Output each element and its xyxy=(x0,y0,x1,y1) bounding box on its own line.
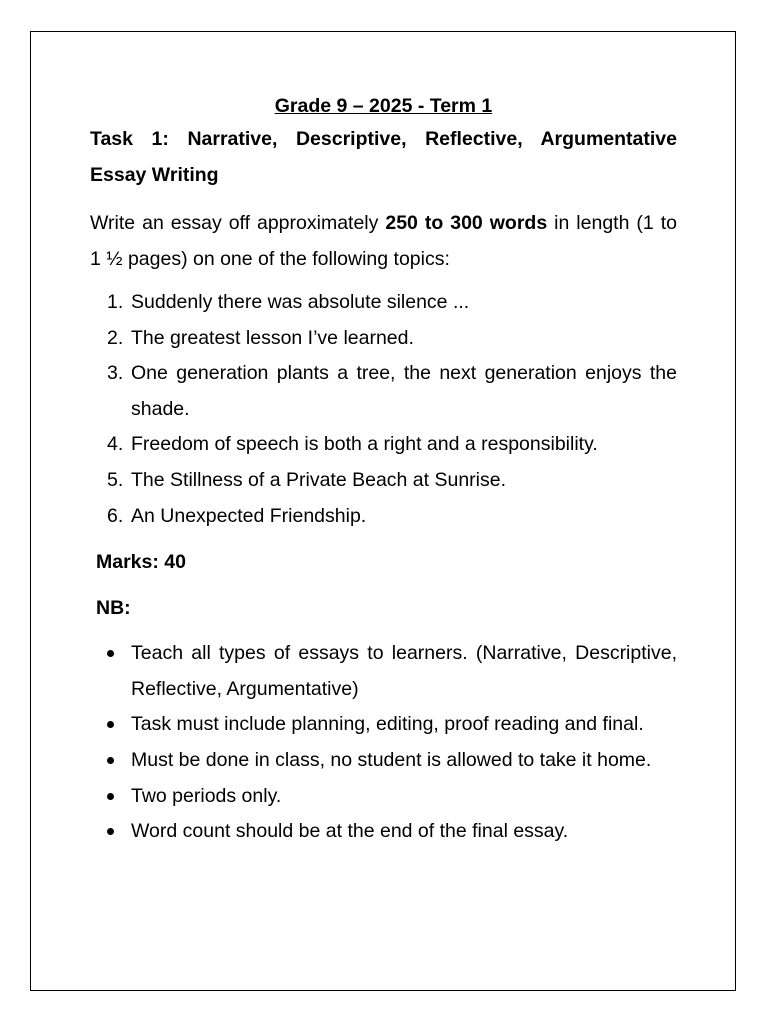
bullet-icon xyxy=(90,814,131,850)
note-item xyxy=(90,814,677,850)
note-text: Teach all types of essays to learners. (Narrative, Descriptive, Reflective, Argumentative) xyxy=(131,642,677,700)
document-title: Grade 9 – 2025 - Term 1 xyxy=(274,95,493,117)
instruction-line-2: 1 ½ pages) on one of the following topics: xyxy=(90,248,450,270)
bullet-icon xyxy=(90,636,131,707)
nb-label: NB: xyxy=(96,597,131,620)
note-item xyxy=(90,779,677,815)
topic-number: 2. xyxy=(107,326,124,349)
topic-item xyxy=(90,463,677,499)
instruction-prefix: Write an essay off approximately xyxy=(90,212,386,234)
topic-item xyxy=(90,285,677,321)
topic-number: 5. xyxy=(107,468,124,491)
document-body xyxy=(90,88,677,850)
instruction-line-1 xyxy=(90,205,677,241)
bullet-icon xyxy=(90,779,131,815)
topic-list xyxy=(90,285,677,534)
topic-item xyxy=(90,427,677,463)
note-item xyxy=(90,743,677,779)
topic-text: The greatest lesson I’ve learned. xyxy=(131,326,414,349)
topic-text: An Unexpected Friendship. xyxy=(131,504,367,527)
topic-number: 1. xyxy=(107,291,124,313)
topic-number: 6. xyxy=(107,504,124,527)
note-text: Must be done in class, no student is allowed to take it home. xyxy=(131,748,652,771)
task-heading xyxy=(90,121,677,193)
bullet-icon xyxy=(90,743,131,779)
note-text: Word count should be at the end of the final essay. xyxy=(131,820,569,843)
note-text: Two periods only. xyxy=(131,784,282,807)
topic-text: Freedom of speech is both a right and a responsibility. xyxy=(131,433,598,456)
instruction-paragraph xyxy=(90,205,677,277)
topic-number: 3. xyxy=(107,362,124,385)
topic-item xyxy=(90,499,677,535)
topic-item xyxy=(90,321,677,357)
bullet-icon xyxy=(90,707,131,743)
task-heading-line-1: Task 1: Narrative, Descriptive, Reflective, Argumentative xyxy=(90,128,677,150)
topic-text: Suddenly there was absolute silence ... xyxy=(131,291,470,313)
notes-list xyxy=(90,636,677,850)
marks-total: Marks: 40 xyxy=(96,551,186,574)
topic-item xyxy=(90,356,677,427)
note-item xyxy=(90,636,677,707)
instruction-suffix: in length (1 to xyxy=(547,212,677,234)
topic-number: 4. xyxy=(107,433,124,456)
topic-text: One generation plants a tree, the next generation enjoys the shade. xyxy=(131,362,677,420)
note-item xyxy=(90,707,677,743)
word-count-emphasis: 250 to 300 words xyxy=(385,212,548,234)
topic-text: The Stillness of a Private Beach at Sunrise. xyxy=(131,468,507,491)
note-text: Task must include planning, editing, proof reading and final. xyxy=(131,713,644,736)
task-heading-line-2: Essay Writing xyxy=(90,164,219,186)
